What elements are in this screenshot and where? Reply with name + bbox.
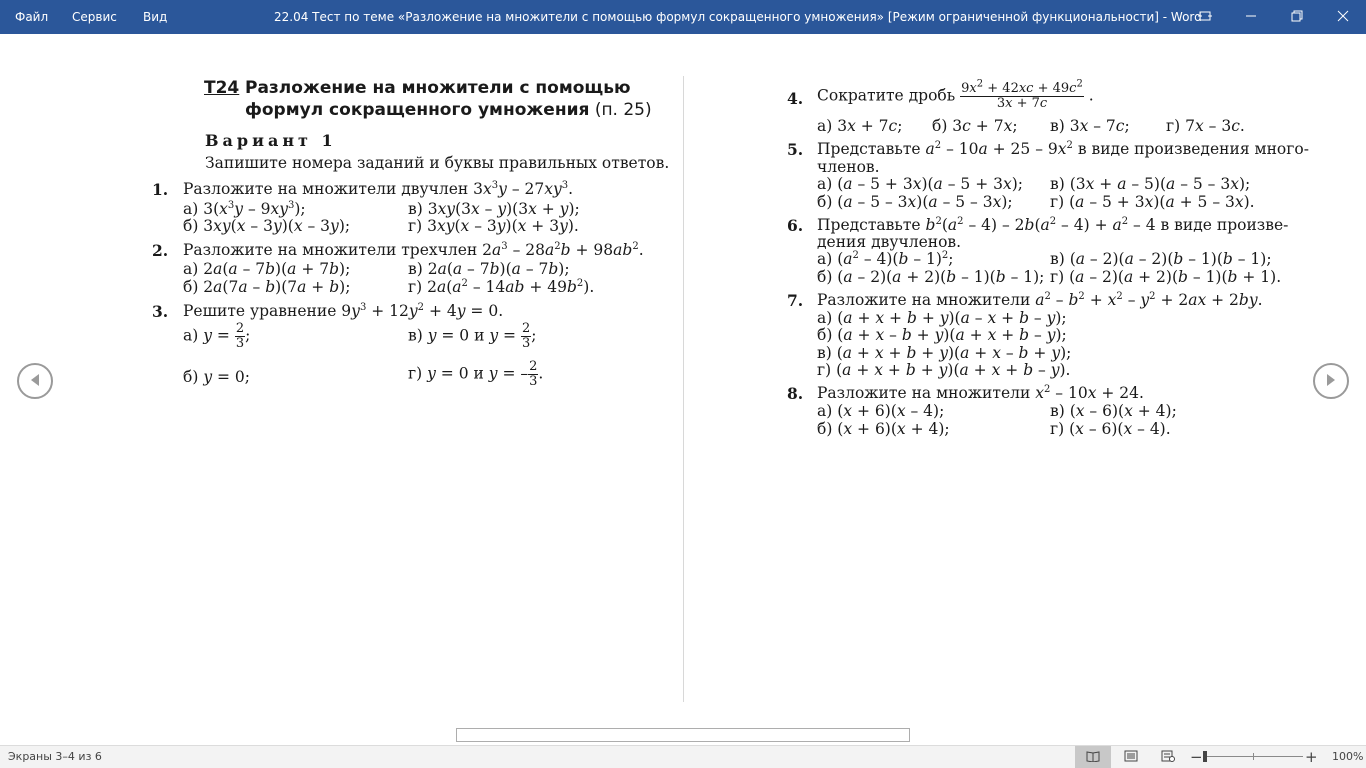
test-heading-line1: Разложение на множители с помощью	[245, 78, 631, 98]
q5-text: Представьте $a^2 - 10a + 25 - 9x^2$ в виде произведения много-	[817, 139, 1309, 158]
q7-number: 7.	[787, 291, 804, 310]
q7-text: Разложите на множители $a^2 - b^2 + x^2 - y^2 + 2ax + 2by$.	[817, 290, 1263, 309]
q7-answer-a: а) (a + x + b + y)(a – x + b – y);	[817, 309, 1067, 327]
q5-number: 5.	[787, 140, 804, 159]
q5-answer-g: г) (a – 5 + 3x)(a + 5 – 3x).	[1050, 193, 1255, 211]
q6-text-cont: дения двучленов.	[817, 233, 962, 251]
previous-screen-button[interactable]	[17, 363, 53, 399]
q3-number: 3.	[152, 302, 169, 321]
q4-answer-b: б) 3c + 7x;	[932, 117, 1018, 135]
q1-answer-a: а) $3(x^3y - 9xy^3)$;	[183, 199, 306, 218]
q3-answer-a: а) y = $\frac{2}{3}$ ;	[183, 321, 251, 351]
instruction: Запишите номера заданий и буквы правильных ответов.	[205, 154, 670, 172]
q2-answer-b: б) 2a(7a – b)(7a + b);	[183, 278, 351, 296]
q1-number: 1.	[152, 180, 169, 199]
q2-text: Разложите на множители трехчлен $2a^3 - 28a^2b + 98ab^2$.	[183, 240, 644, 259]
q4-answer-g: г) 7x – 3c.	[1166, 117, 1245, 135]
q7-answer-b: б) (a + x – b + y)(a + x + b – y);	[817, 326, 1067, 344]
restore-icon	[1291, 10, 1303, 25]
fit-width-icon	[1198, 10, 1212, 25]
q5-answer-a: а) (a – 5 + 3x)(a – 5 + 3x);	[817, 175, 1023, 193]
q6-answer-b: б) (a – 2)(a + 2)(b – 1)(b – 1);	[817, 268, 1045, 286]
q8-answer-a: а) (x + 6)(x – 4);	[817, 402, 945, 420]
q1-answer-g: г) 3xy(x – 3y)(x + 3y).	[408, 217, 579, 235]
variant-label: Вариант 1	[205, 131, 337, 150]
arrow-right-icon	[1325, 372, 1337, 391]
test-code: Т24	[204, 78, 240, 98]
q3-answer-b: б) y = 0;	[183, 368, 251, 386]
q6-text: Представьте $b^2(a^2 - 4) - 2b(a^2 - 4) + a^2 - 4$ в виде произве-	[817, 215, 1289, 234]
print-layout-button[interactable]	[1113, 746, 1149, 768]
q1-text: Разложите на множители двучлен $3x^3y - 27xy^3$.	[183, 179, 574, 198]
test-heading-line2: формул сокращенного умножения (п. 25)	[245, 100, 652, 120]
q2-number: 2.	[152, 241, 169, 260]
horizontal-scrollbar[interactable]	[456, 728, 910, 742]
close-icon	[1337, 10, 1349, 25]
q6-answer-a: а) $(a^2 - 4)(b - 1)^2$;	[817, 249, 954, 268]
q2-answer-g: г) $2a(a^2 - 14ab + 49b^2)$.	[408, 277, 595, 296]
restore-button[interactable]	[1274, 0, 1320, 34]
close-button[interactable]	[1320, 0, 1366, 34]
q8-number: 8.	[787, 384, 804, 403]
q3-text: Решите уравнение $9y^3 + 12y^2 + 4y = 0$.	[183, 301, 504, 320]
web-layout-button[interactable]	[1150, 746, 1186, 768]
q3-answer-v: в) y = 0 и y = $\frac{2}{3}$ ;	[408, 321, 537, 351]
page-layout-icon	[1124, 750, 1138, 765]
q5-answer-v: в) (3x + a – 5)(a – 5 – 3x);	[1050, 175, 1251, 193]
q4-answer-v: в) 3x – 7c;	[1050, 117, 1130, 135]
zoom-out-button[interactable]: −	[1190, 748, 1203, 766]
q8-answer-b: б) (x + 6)(x + 4);	[817, 420, 950, 438]
web-layout-icon	[1161, 750, 1175, 765]
zoom-level[interactable]: 100%	[1332, 750, 1364, 763]
menu-view[interactable]: Вид	[143, 10, 168, 24]
q8-text: Разложите на множители $x^2 - 10x + 24$.	[817, 383, 1144, 402]
book-icon	[1086, 750, 1100, 765]
q4-number: 4.	[787, 89, 804, 108]
q4-text: Сократите дробь $\frac{9x^2 + 42xc + 49c^2}{3x + 7c}$ .	[817, 78, 1094, 111]
document-title: 22.04 Тест по теме «Разложение на множители с помощью формул сокращенного умножения» [Режим ограниченной функциональности] - Word	[274, 10, 1202, 24]
title-bar	[0, 0, 1366, 34]
column-width-button[interactable]	[1182, 0, 1228, 34]
zoom-slider-tick	[1253, 753, 1254, 760]
arrow-left-icon	[29, 372, 41, 391]
q1-answer-v: в) 3xy(3x – y)(3x + y);	[408, 200, 580, 218]
q7-answer-v: в) (a + x + b + y)(a + x – b + y);	[817, 344, 1072, 362]
menu-file[interactable]: Файл	[15, 10, 49, 24]
q6-answer-v: в) (a – 2)(a – 2)(b – 1)(b – 1);	[1050, 250, 1272, 268]
q6-answer-g: г) (a – 2)(a + 2)(b – 1)(b + 1).	[1050, 268, 1282, 286]
zoom-slider[interactable]	[1205, 756, 1303, 757]
q3-answer-g: г) y = 0 и y = – $\frac{2}{3}$ .	[408, 359, 544, 389]
minimize-button[interactable]	[1228, 0, 1274, 34]
minimize-icon	[1245, 10, 1257, 25]
q2-answer-v: в) 2a(a – 7b)(a – 7b);	[408, 260, 570, 278]
menu-service[interactable]: Сервис	[72, 10, 117, 24]
q6-number: 6.	[787, 216, 804, 235]
q8-answer-v: в) (x – 6)(x + 4);	[1050, 402, 1177, 420]
q5-answer-b: б) (a – 5 – 3x)(a – 5 – 3x);	[817, 193, 1013, 211]
zoom-in-button[interactable]: +	[1305, 748, 1318, 766]
page-divider	[683, 76, 684, 702]
q5-text-cont: членов.	[817, 158, 880, 176]
read-mode-button[interactable]	[1075, 746, 1111, 768]
q8-answer-g: г) (x – 6)(x – 4).	[1050, 420, 1171, 438]
q4-answer-a: а) 3x + 7c;	[817, 117, 903, 135]
q2-answer-a: а) 2a(a – 7b)(a + 7b);	[183, 260, 351, 278]
next-screen-button[interactable]	[1313, 363, 1349, 399]
q1-answer-b: б) 3xy(x – 3y)(x – 3y);	[183, 217, 351, 235]
page-indicator: Экраны 3–4 из 6	[8, 750, 102, 763]
zoom-slider-thumb[interactable]	[1203, 751, 1207, 762]
reading-view	[0, 34, 1366, 728]
q7-answer-g: г) (a + x + b + y)(a + x + b – y).	[817, 361, 1071, 379]
status-bar	[0, 745, 1366, 768]
